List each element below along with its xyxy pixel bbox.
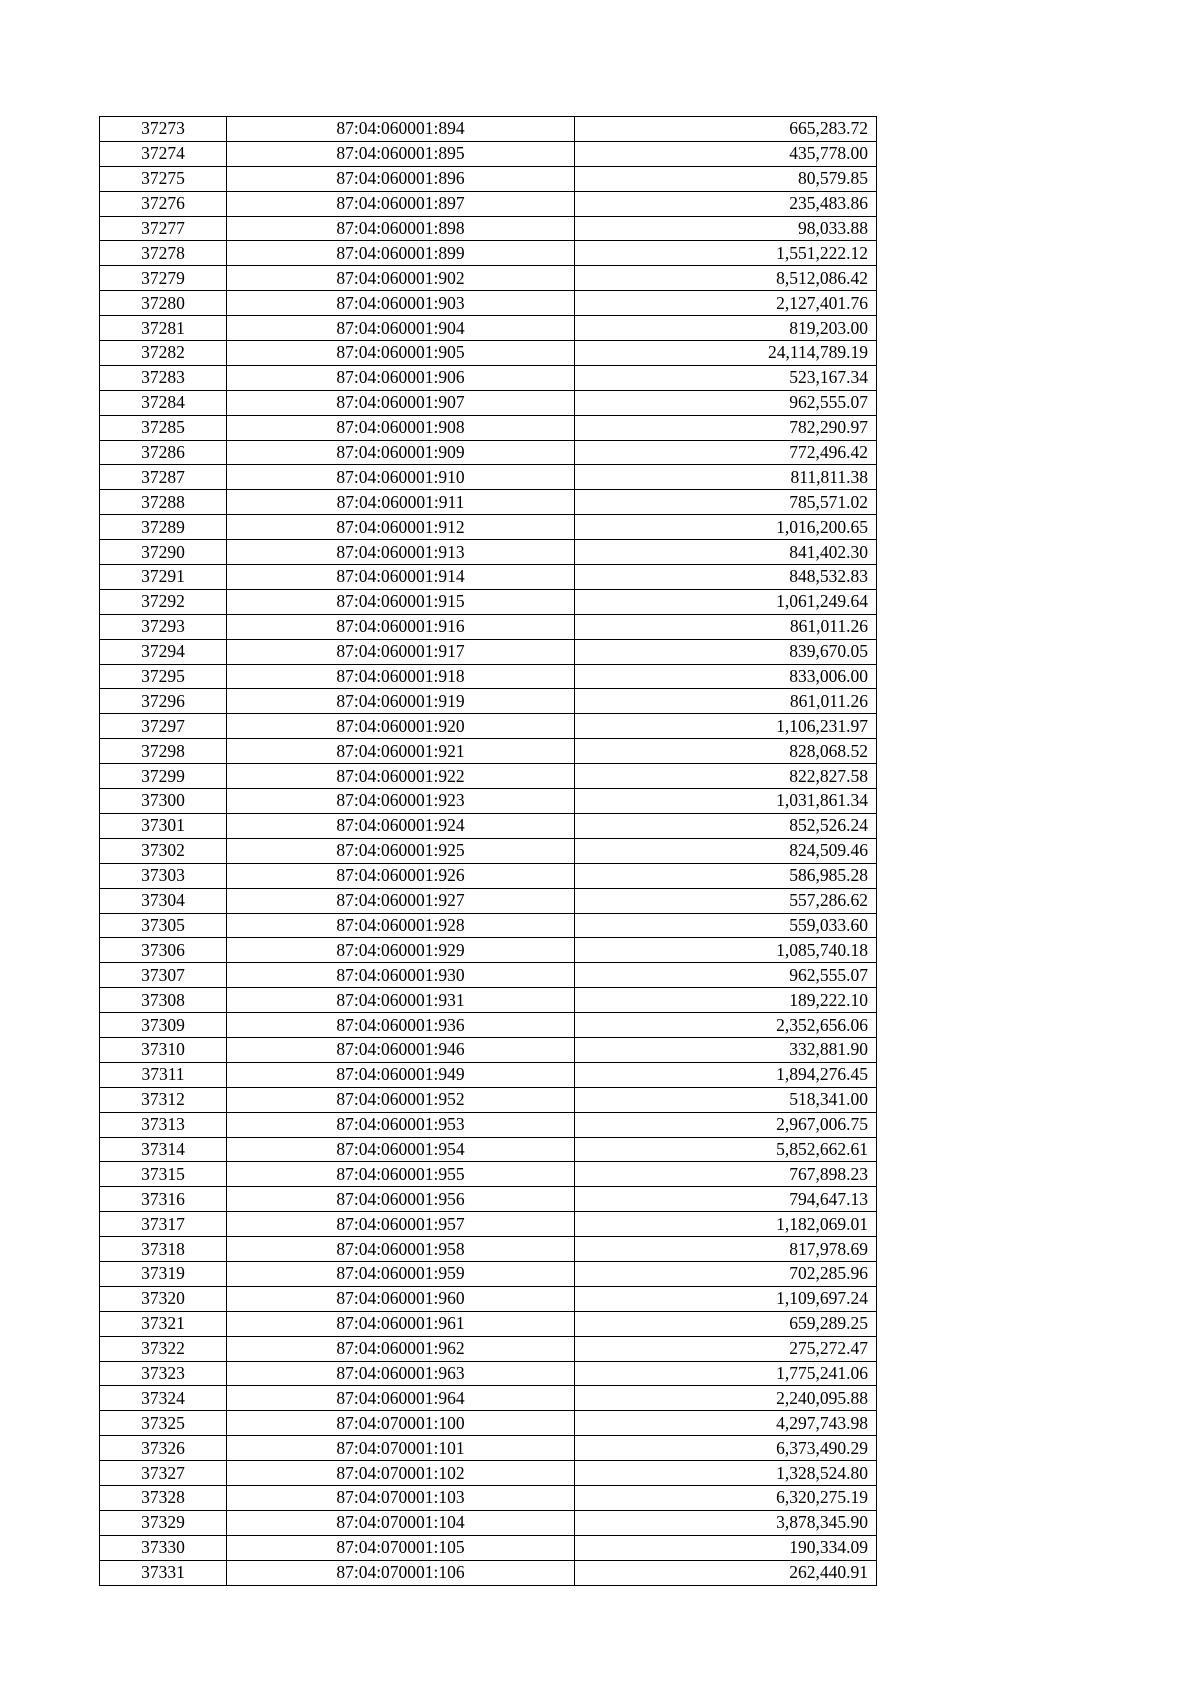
table-row [100,888,877,913]
value-cell: 518,341.00 [575,1087,877,1112]
value-cell: 782,290.97 [575,415,877,440]
row-number-cell: 37322 [100,1336,227,1361]
cadastral-number-cell: 87:04:060001:953 [227,1112,575,1137]
cadastral-number-cell: 87:04:070001:100 [227,1411,575,1436]
table-row [100,1212,877,1237]
row-number-cell: 37281 [100,316,227,341]
value-cell: 665,283.72 [575,117,877,142]
value-cell: 6,373,490.29 [575,1436,877,1461]
cadastral-number-cell: 87:04:060001:899 [227,241,575,266]
value-cell: 841,402.30 [575,540,877,565]
value-cell: 275,272.47 [575,1336,877,1361]
cadastral-number-cell: 87:04:070001:101 [227,1436,575,1461]
cadastral-number-cell: 87:04:060001:955 [227,1162,575,1187]
row-number-cell: 37303 [100,863,227,888]
cadastral-number-cell: 87:04:060001:910 [227,465,575,490]
row-number-cell: 37320 [100,1286,227,1311]
row-number-cell: 37313 [100,1112,227,1137]
row-number-cell: 37311 [100,1062,227,1087]
table-row [100,1336,877,1361]
table-row [100,589,877,614]
row-number-cell: 37326 [100,1436,227,1461]
row-number-cell: 37312 [100,1087,227,1112]
row-number-cell: 37318 [100,1237,227,1262]
table-row [100,316,877,341]
cadastral-number-cell: 87:04:060001:957 [227,1212,575,1237]
value-cell: 785,571.02 [575,490,877,515]
cadastral-number-cell: 87:04:060001:960 [227,1286,575,1311]
cadastral-number-cell: 87:04:070001:102 [227,1461,575,1486]
row-number-cell: 37277 [100,216,227,241]
cadastral-number-cell: 87:04:070001:103 [227,1485,575,1510]
value-cell: 6,320,275.19 [575,1485,877,1510]
table-row [100,341,877,366]
value-cell: 822,827.58 [575,764,877,789]
cadastral-number-cell: 87:04:060001:895 [227,141,575,166]
row-number-cell: 37285 [100,415,227,440]
row-number-cell: 37288 [100,490,227,515]
value-cell: 819,203.00 [575,316,877,341]
table-row [100,913,877,938]
value-cell: 772,496.42 [575,440,877,465]
data-table [99,116,877,1586]
row-number-cell: 37300 [100,789,227,814]
table-row [100,1037,877,1062]
value-cell: 811,811.38 [575,465,877,490]
cadastral-number-cell: 87:04:060001:923 [227,789,575,814]
row-number-cell: 37279 [100,266,227,291]
row-number-cell: 37299 [100,764,227,789]
table-row [100,241,877,266]
cadastral-number-cell: 87:04:060001:907 [227,390,575,415]
cadastral-number-cell: 87:04:060001:906 [227,365,575,390]
row-number-cell: 37328 [100,1485,227,1510]
table-row [100,490,877,515]
table-row [100,141,877,166]
row-number-cell: 37273 [100,117,227,142]
row-number-cell: 37282 [100,341,227,366]
table-row [100,1013,877,1038]
value-cell: 824,509.46 [575,838,877,863]
table-row [100,1510,877,1535]
row-number-cell: 37324 [100,1386,227,1411]
cadastral-number-cell: 87:04:060001:931 [227,988,575,1013]
value-cell: 702,285.96 [575,1261,877,1286]
table-row [100,963,877,988]
value-cell: 190,334.09 [575,1535,877,1560]
value-cell: 1,061,249.64 [575,589,877,614]
row-number-cell: 37310 [100,1037,227,1062]
row-number-cell: 37292 [100,589,227,614]
row-number-cell: 37280 [100,291,227,316]
value-cell: 1,031,861.34 [575,789,877,814]
row-number-cell: 37301 [100,813,227,838]
cadastral-number-cell: 87:04:060001:963 [227,1361,575,1386]
table-row [100,614,877,639]
table-row [100,440,877,465]
cadastral-number-cell: 87:04:060001:924 [227,813,575,838]
value-cell: 828,068.52 [575,739,877,764]
cadastral-number-cell: 87:04:060001:930 [227,963,575,988]
row-number-cell: 37315 [100,1162,227,1187]
cadastral-number-cell: 87:04:060001:918 [227,664,575,689]
value-cell: 839,670.05 [575,639,877,664]
value-cell: 2,967,006.75 [575,1112,877,1137]
cadastral-number-cell: 87:04:060001:897 [227,191,575,216]
value-cell: 80,579.85 [575,166,877,191]
cadastral-number-cell: 87:04:060001:921 [227,739,575,764]
cadastral-number-cell: 87:04:060001:927 [227,888,575,913]
cadastral-number-cell: 87:04:060001:962 [227,1336,575,1361]
value-cell: 24,114,789.19 [575,341,877,366]
row-number-cell: 37278 [100,241,227,266]
row-number-cell: 37323 [100,1361,227,1386]
row-number-cell: 37317 [100,1212,227,1237]
table-row [100,191,877,216]
cadastral-number-cell: 87:04:060001:949 [227,1062,575,1087]
table-row [100,1137,877,1162]
table-row [100,1485,877,1510]
cadastral-number-cell: 87:04:060001:896 [227,166,575,191]
table-row [100,465,877,490]
value-cell: 2,240,095.88 [575,1386,877,1411]
value-cell: 557,286.62 [575,888,877,913]
row-number-cell: 37289 [100,515,227,540]
row-number-cell: 37321 [100,1311,227,1336]
row-number-cell: 37294 [100,639,227,664]
table-row [100,764,877,789]
cadastral-number-cell: 87:04:060001:959 [227,1261,575,1286]
value-cell: 523,167.34 [575,365,877,390]
value-cell: 848,532.83 [575,565,877,590]
row-number-cell: 37295 [100,664,227,689]
value-cell: 1,328,524.80 [575,1461,877,1486]
table-row [100,1162,877,1187]
cadastral-number-cell: 87:04:060001:964 [227,1386,575,1411]
table-row [100,415,877,440]
value-cell: 2,352,656.06 [575,1013,877,1038]
row-number-cell: 37283 [100,365,227,390]
table-row [100,689,877,714]
row-number-cell: 37290 [100,540,227,565]
table-row [100,1311,877,1336]
row-number-cell: 37330 [100,1535,227,1560]
table-row [100,1411,877,1436]
cadastral-number-cell: 87:04:060001:902 [227,266,575,291]
table-row [100,714,877,739]
table-body [100,117,877,1586]
row-number-cell: 37309 [100,1013,227,1038]
table-row [100,515,877,540]
row-number-cell: 37293 [100,614,227,639]
cadastral-number-cell: 87:04:060001:911 [227,490,575,515]
value-cell: 1,085,740.18 [575,938,877,963]
value-cell: 586,985.28 [575,863,877,888]
table-row [100,988,877,1013]
table-row [100,639,877,664]
value-cell: 659,289.25 [575,1311,877,1336]
cadastral-number-cell: 87:04:060001:903 [227,291,575,316]
table-row [100,565,877,590]
row-number-cell: 37275 [100,166,227,191]
cadastral-number-cell: 87:04:070001:105 [227,1535,575,1560]
cadastral-number-cell: 87:04:060001:898 [227,216,575,241]
value-cell: 559,033.60 [575,913,877,938]
value-cell: 8,512,086.42 [575,266,877,291]
value-cell: 852,526.24 [575,813,877,838]
row-number-cell: 37331 [100,1560,227,1585]
table-row [100,266,877,291]
value-cell: 1,106,231.97 [575,714,877,739]
row-number-cell: 37306 [100,938,227,963]
cadastral-number-cell: 87:04:060001:913 [227,540,575,565]
value-cell: 1,775,241.06 [575,1361,877,1386]
value-cell: 962,555.07 [575,390,877,415]
row-number-cell: 37298 [100,739,227,764]
row-number-cell: 37286 [100,440,227,465]
cadastral-number-cell: 87:04:060001:914 [227,565,575,590]
value-cell: 262,440.91 [575,1560,877,1585]
table-row [100,1087,877,1112]
value-cell: 861,011.26 [575,614,877,639]
cadastral-number-cell: 87:04:060001:908 [227,415,575,440]
table-row [100,1535,877,1560]
value-cell: 767,898.23 [575,1162,877,1187]
cadastral-number-cell: 87:04:060001:894 [227,117,575,142]
value-cell: 3,878,345.90 [575,1510,877,1535]
table-row [100,1386,877,1411]
value-cell: 2,127,401.76 [575,291,877,316]
row-number-cell: 37305 [100,913,227,938]
cadastral-number-cell: 87:04:060001:961 [227,1311,575,1336]
table-row [100,938,877,963]
row-number-cell: 37314 [100,1137,227,1162]
table-row [100,1237,877,1262]
value-cell: 332,881.90 [575,1037,877,1062]
row-number-cell: 37276 [100,191,227,216]
row-number-cell: 37307 [100,963,227,988]
table-row [100,664,877,689]
cadastral-number-cell: 87:04:060001:946 [227,1037,575,1062]
value-cell: 235,483.86 [575,191,877,216]
cadastral-number-cell: 87:04:060001:925 [227,838,575,863]
table-row [100,117,877,142]
cadastral-number-cell: 87:04:060001:936 [227,1013,575,1038]
cadastral-number-cell: 87:04:060001:909 [227,440,575,465]
cadastral-number-cell: 87:04:060001:916 [227,614,575,639]
value-cell: 1,551,222.12 [575,241,877,266]
row-number-cell: 37291 [100,565,227,590]
table-row [100,1062,877,1087]
table-row [100,813,877,838]
cadastral-number-cell: 87:04:060001:919 [227,689,575,714]
cadastral-number-cell: 87:04:070001:106 [227,1560,575,1585]
table-row [100,166,877,191]
table-row [100,739,877,764]
table-row [100,1112,877,1137]
cadastral-number-cell: 87:04:060001:952 [227,1087,575,1112]
cadastral-number-cell: 87:04:060001:905 [227,341,575,366]
value-cell: 1,894,276.45 [575,1062,877,1087]
cadastral-number-cell: 87:04:060001:954 [227,1137,575,1162]
table-row [100,1436,877,1461]
value-cell: 4,297,743.98 [575,1411,877,1436]
row-number-cell: 37329 [100,1510,227,1535]
row-number-cell: 37319 [100,1261,227,1286]
table-row [100,540,877,565]
table-row [100,1286,877,1311]
cadastral-number-cell: 87:04:060001:928 [227,913,575,938]
value-cell: 1,109,697.24 [575,1286,877,1311]
value-cell: 1,182,069.01 [575,1212,877,1237]
row-number-cell: 37316 [100,1187,227,1212]
cadastral-number-cell: 87:04:060001:904 [227,316,575,341]
cadastral-number-cell: 87:04:060001:917 [227,639,575,664]
table-row [100,1187,877,1212]
value-cell: 962,555.07 [575,963,877,988]
cadastral-number-cell: 87:04:060001:926 [227,863,575,888]
row-number-cell: 37287 [100,465,227,490]
cadastral-number-cell: 87:04:060001:915 [227,589,575,614]
table-row [100,1560,877,1585]
value-cell: 189,222.10 [575,988,877,1013]
table-row [100,1361,877,1386]
row-number-cell: 37296 [100,689,227,714]
cadastral-number-cell: 87:04:060001:922 [227,764,575,789]
cadastral-number-cell: 87:04:060001:958 [227,1237,575,1262]
value-cell: 1,016,200.65 [575,515,877,540]
table-row [100,291,877,316]
value-cell: 833,006.00 [575,664,877,689]
table-row [100,390,877,415]
row-number-cell: 37304 [100,888,227,913]
value-cell: 861,011.26 [575,689,877,714]
row-number-cell: 37274 [100,141,227,166]
row-number-cell: 37297 [100,714,227,739]
cadastral-number-cell: 87:04:070001:104 [227,1510,575,1535]
cadastral-number-cell: 87:04:060001:912 [227,515,575,540]
value-cell: 794,647.13 [575,1187,877,1212]
table-row [100,838,877,863]
cadastral-number-cell: 87:04:060001:929 [227,938,575,963]
value-cell: 817,978.69 [575,1237,877,1262]
row-number-cell: 37325 [100,1411,227,1436]
row-number-cell: 37308 [100,988,227,1013]
row-number-cell: 37327 [100,1461,227,1486]
table-row [100,1261,877,1286]
table-row [100,365,877,390]
cadastral-number-cell: 87:04:060001:920 [227,714,575,739]
cadastral-number-cell: 87:04:060001:956 [227,1187,575,1212]
row-number-cell: 37302 [100,838,227,863]
table-row [100,789,877,814]
table-row [100,863,877,888]
table-row [100,216,877,241]
table-row [100,1461,877,1486]
value-cell: 435,778.00 [575,141,877,166]
value-cell: 5,852,662.61 [575,1137,877,1162]
value-cell: 98,033.88 [575,216,877,241]
row-number-cell: 37284 [100,390,227,415]
